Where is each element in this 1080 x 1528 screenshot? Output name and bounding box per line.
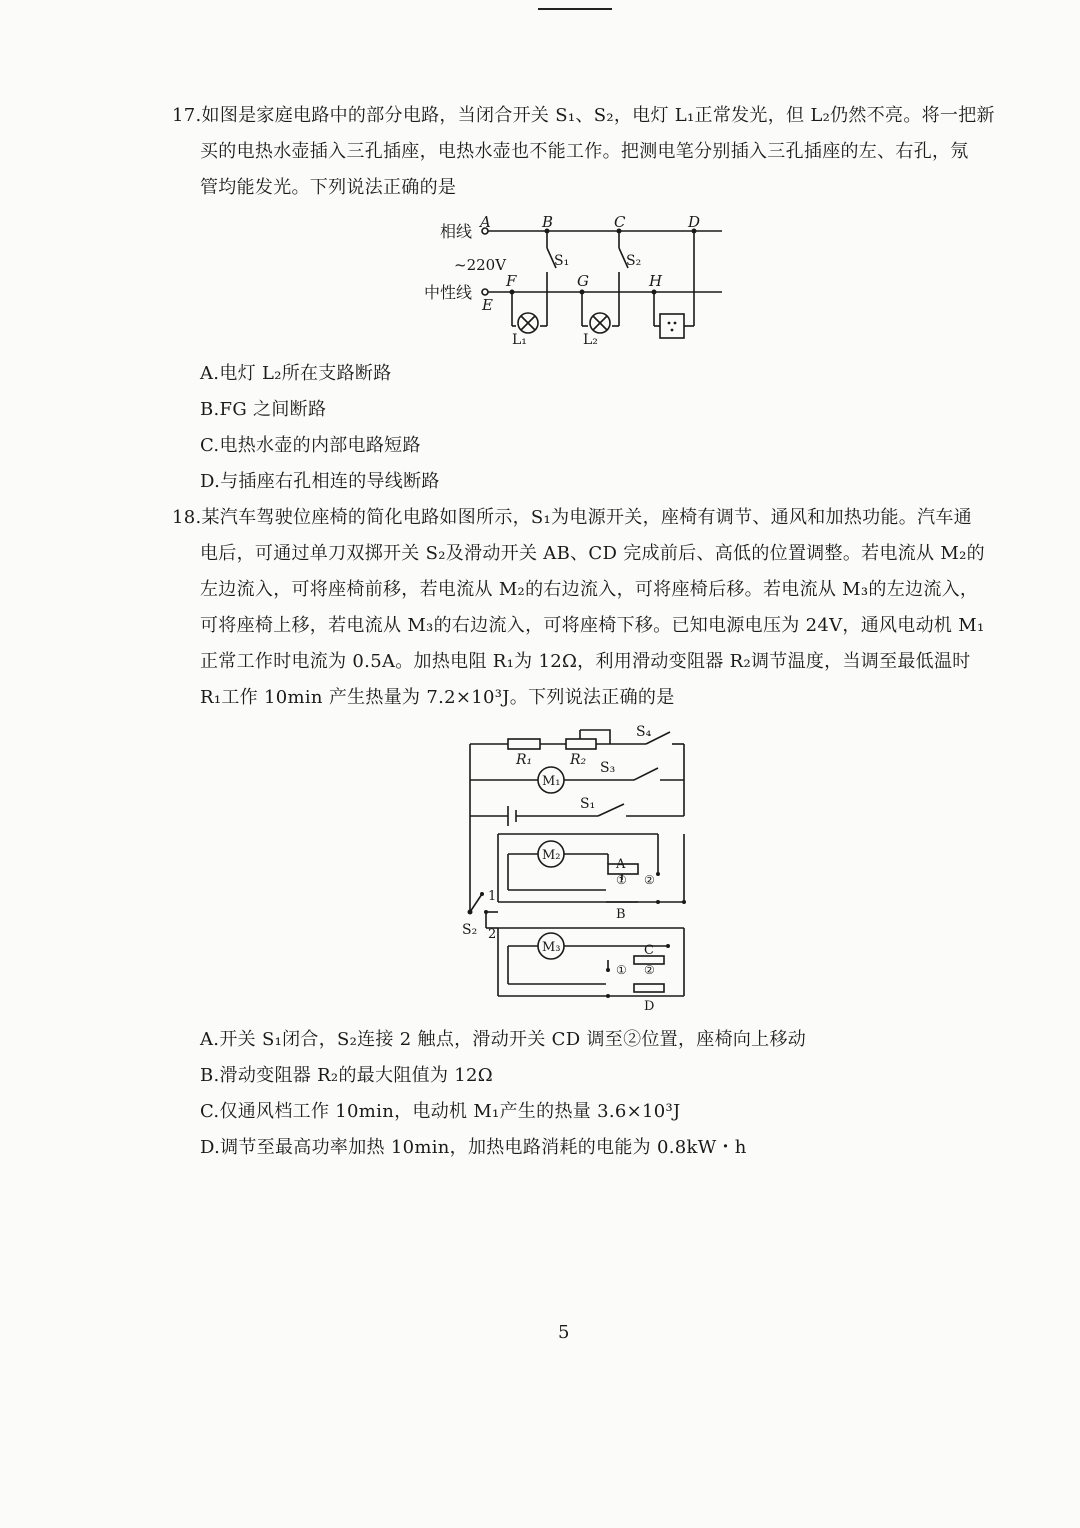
- q18-option-a: A.开关 S₁闭合，S₂连接 2 触点，滑动开关 CD 调至②位置，座椅向上移动: [200, 1029, 807, 1050]
- slide-b-label: B: [616, 907, 626, 922]
- page-top-mark: [538, 8, 612, 10]
- point-b: B: [542, 213, 554, 231]
- q18-line-2: 电后，可通过单刀双掷开关 S₂及滑动开关 AB、CD 完成前后、高低的位置调整。若电流从 M₂的: [200, 543, 985, 564]
- rheostat-r2-label: R₂: [570, 752, 587, 768]
- q17-line-3: 管均能发光。下列说法正确的是: [200, 177, 457, 198]
- motor-m3-label: M₃: [542, 940, 561, 955]
- ab-pos-1-label: ①: [616, 873, 627, 887]
- neutral-label: 中性线: [424, 283, 473, 302]
- q18-line-3: 左边流入，可将座椅前移，若电流从 M₂的右边流入，可将座椅后移。若电流从 M₃的左边流入，: [200, 579, 979, 600]
- switch-s4-label: S₄: [636, 724, 652, 740]
- switch-s3-label: S₃: [600, 760, 616, 776]
- page-number: 5: [558, 1322, 570, 1343]
- q18-option-b: B.滑动变阻器 R₂的最大阻值为 12Ω: [200, 1065, 493, 1086]
- phase-label: 相线: [440, 222, 473, 241]
- contact-2-label: 2: [488, 927, 497, 942]
- q18-line-4: 可将座椅上移，若电流从 M₃的右边流入，可将座椅下移。已知电源电压为 24V，通风电动机 M₁: [200, 615, 985, 636]
- slide-c-label: C: [644, 943, 654, 958]
- voltage-label: ~220V: [454, 256, 507, 274]
- motor-m1-label: M₁: [542, 774, 561, 789]
- ab-pos-2-label: ②: [644, 873, 655, 887]
- point-f: F: [506, 272, 517, 290]
- q18-line-1: 18.某汽车驾驶位座椅的简化电路如图所示，S₁为电源开关，座椅有调节、通风和加热功能。汽车通: [172, 507, 972, 528]
- point-g: G: [577, 272, 589, 290]
- q17-option-d: D.与插座右孔相连的导线断路: [200, 471, 440, 492]
- q17-circuit-diagram: [420, 210, 740, 350]
- q18-circuit-diagram: [458, 722, 698, 1012]
- resistor-r1-label: R₁: [516, 752, 533, 768]
- q17-option-c: C.电热水壶的内部电路短路: [200, 435, 421, 456]
- switch-s1-label: S₁: [554, 253, 570, 269]
- point-h: H: [649, 272, 663, 290]
- switch-s2-label: S₂: [462, 922, 478, 938]
- cd-pos-1-label: ①: [616, 963, 627, 977]
- q18-option-c: C.仅通风档工作 10min，电动机 M₁产生的热量 3.6×10³J: [200, 1101, 681, 1122]
- contact-1-label: 1: [488, 889, 497, 904]
- q18-option-d: D.调节至最高功率加热 10min，加热电路消耗的电能为 0.8kW・h: [200, 1137, 747, 1158]
- point-e: E: [482, 296, 493, 314]
- switch-s1-label: S₁: [580, 796, 596, 812]
- q18-line-6: R₁工作 10min 产生热量为 7.2×10³J。下列说法正确的是: [200, 687, 675, 708]
- lamp-l1-label: L₁: [512, 332, 527, 348]
- q17-line-2: 买的电热水壶插入三孔插座，电热水壶也不能工作。把测电笔分别插入三孔插座的左、右孔，氖: [200, 141, 969, 162]
- point-a: A: [480, 213, 491, 231]
- point-c: C: [614, 213, 626, 231]
- lamp-l2-label: L₂: [583, 332, 598, 348]
- slide-a-label: A: [616, 857, 626, 872]
- q17-option-a: A.电灯 L₂所在支路断路: [200, 363, 392, 384]
- q18-line-5: 正常工作时电流为 0.5A。加热电阻 R₁为 12Ω，利用滑动变阻器 R₂调节温度，当调至最低温时: [200, 651, 971, 672]
- switch-s2-label: S₂: [626, 253, 642, 269]
- point-d: D: [688, 213, 701, 231]
- q17-line-1: 17.如图是家庭电路中的部分电路，当闭合开关 S₁、S₂，电灯 L₁正常发光，但 L₂仍然不亮。将一把新: [172, 105, 995, 126]
- motor-m2-label: M₂: [542, 848, 561, 863]
- cd-pos-2-label: ②: [644, 963, 655, 977]
- q17-option-b: B.FG 之间断路: [200, 399, 327, 420]
- slide-d-label: D: [644, 999, 655, 1012]
